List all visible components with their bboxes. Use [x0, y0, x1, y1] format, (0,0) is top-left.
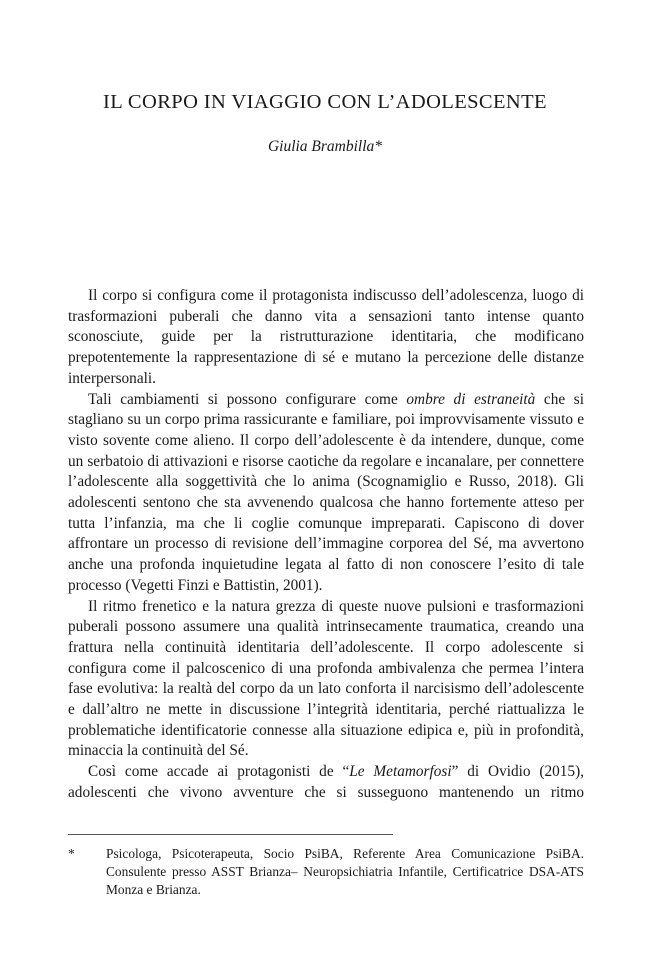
- footnote-text: Psicologa, Psicoterapeuta, Socio PsiBA, Referente Area Comunicazione PsiBA. Consulente presso ASST Brianza– Neuropsichiatria Infantile, Certificatrice DSA-ATS Monza e Brianza.: [106, 846, 584, 897]
- paragraph-1: Il corpo si configura come il protagonista indiscusso dell’adolescenza, luogo di trasformazioni puberali che danno vita a sensazioni tanto intense quanto sconosciute, guide per la ristrutturazione identitaria, che modificano prepotentemente la rappresentazione di sé e mutano la percezione delle distanze interpersonali.: [68, 287, 584, 387]
- author-name: Giulia Brambilla*: [267, 138, 383, 155]
- paragraph-2-emphasis: ombre di estraneità: [406, 390, 536, 408]
- paragraph-2-text-b: che si stagliano su un corpo prima rassicurante e familiare, poi improvvisamente vissuto e visto sovente come alieno. Il corpo dell’adolescente è da intendere, dunque, come un serbatoio di attivazioni e risorse caotiche da regolare e incanalare, per connettere l’adolescente alla soggettività che lo anima (Scognamiglio e Russo, 2018). Gli adolescenti sentono che sta avvenendo qualcosa che hanno fortemente atteso per tutta l’infanzia, ma che li coglie comunque impreparati. Capiscono di dover affrontare un processo di revisione dell’immagine corporea del Sé, ma avvertono anche una profonda inquietudine legata al fatto di non conoscere l’esito di tale processo (Vegetti Finzi e Battistin, 2001).: [68, 390, 584, 594]
- article-body: [68, 286, 584, 804]
- paragraph-2: [68, 390, 584, 597]
- footnote-divider: [68, 834, 393, 835]
- paragraph-4: [68, 762, 584, 803]
- footnote-mark: *: [68, 846, 75, 861]
- paragraph-4-text-a: Così come accade ai protagonisti de “: [88, 763, 350, 781]
- article-title: IL CORPO IN VIAGGIO CON L’ADOLESCENTE: [103, 91, 547, 113]
- paragraph-4-emphasis: Le Metamorfosi: [349, 763, 452, 781]
- paragraph-2-text-a: Tali cambiamenti si possono configurare come: [88, 390, 407, 408]
- paragraph-4-text-b: ” di Ovidio (2015), adolescenti che vivono avventure che si susseguono mantenendo un ritmo: [68, 763, 584, 801]
- paragraph-3: Il ritmo frenetico e la natura grezza di queste nuove pulsioni e trasformazioni puberali possono assumere una qualità intrinsecamente traumatica, creando una frattura nella continuità identitaria dell’adolescente. Il corpo adolescente si configura come il palcoscenico di una profonda ambivalenza che permea l’intera fase evolutiva: la realtà del corpo da un lato conforta il narcisismo dell’adolescente e dall’altro ne mette in discussione l’integrità identitaria, perché riattualizza le problematiche identificatorie connesse alla situazione edipica e, più in profondità, minaccia la continuità del Sé.: [68, 597, 584, 760]
- footnote: [68, 845, 584, 899]
